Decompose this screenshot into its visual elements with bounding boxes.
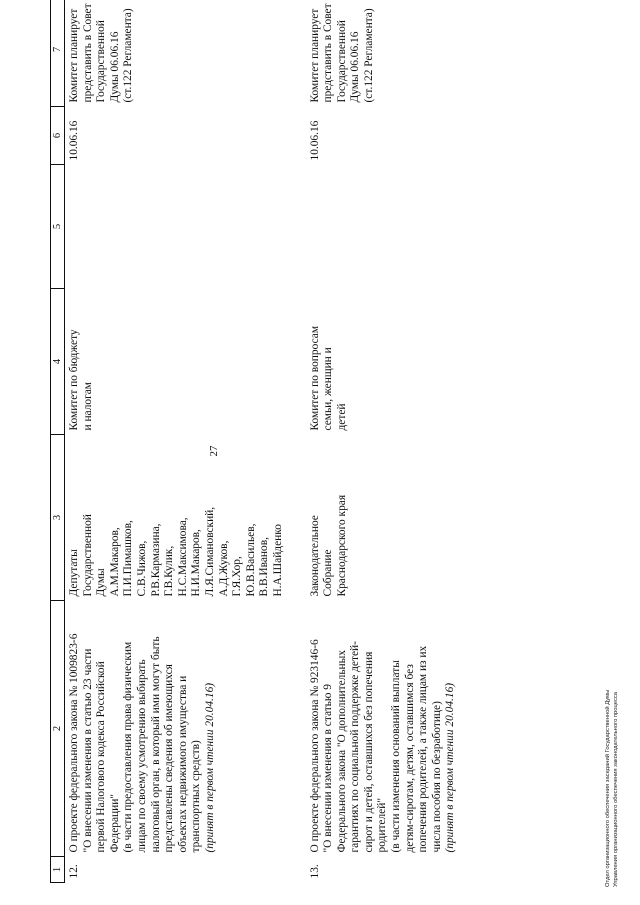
title-line: транспортных средств) bbox=[190, 740, 203, 853]
title-line: представлены сведения об имеющихся bbox=[163, 664, 176, 853]
footer-line: Управления организационного обеспечения законодательного процесса bbox=[613, 691, 619, 887]
author-line: Государственной bbox=[81, 514, 94, 597]
author-line: Краснодарского края bbox=[335, 494, 348, 597]
status-line: (ст.122 Регламента) bbox=[362, 8, 375, 103]
title-line: детям-сиротам, детям, оставшимся без bbox=[403, 664, 416, 853]
committee-line: семьи, женщин и bbox=[322, 347, 335, 431]
table-row bbox=[65, 0, 292, 883]
author-line: Законодательное bbox=[308, 515, 321, 597]
title-line: О проекте федерального закона № 1009823-6 bbox=[68, 633, 80, 853]
author-line: А.Д.Жуков, bbox=[217, 540, 230, 597]
title-line: (в части предоставления права физическим bbox=[122, 641, 135, 853]
column-header-row bbox=[51, 0, 65, 883]
bill-title bbox=[65, 601, 292, 857]
status-cell bbox=[65, 0, 292, 107]
author-line: В.В.Иванов, bbox=[258, 537, 271, 597]
author-line: Н.И.Макаров, bbox=[190, 529, 203, 597]
status-line: Комитет планирует bbox=[308, 8, 321, 103]
column-header: 1 bbox=[51, 857, 65, 883]
row-number: 13. bbox=[308, 864, 321, 879]
title-line: Федерального закона "О дополнительных bbox=[335, 650, 348, 853]
bill-title bbox=[306, 601, 465, 857]
column-header: 4 bbox=[51, 289, 65, 435]
status-line: представить в Совет bbox=[322, 3, 335, 103]
reading-note: (принят в первом чтении 20.04.16) bbox=[444, 682, 457, 853]
author-line: Депутаты bbox=[68, 549, 80, 597]
author-line: А.М.Макаров, bbox=[108, 527, 121, 597]
title-line: числа пособия по безработице) bbox=[430, 701, 443, 853]
status-line: (ст.122 Регламента) bbox=[122, 8, 135, 103]
column-header: 2 bbox=[51, 601, 65, 857]
legislation-table bbox=[50, 0, 464, 883]
bill-authors bbox=[65, 435, 292, 601]
column-5-cell bbox=[65, 165, 292, 289]
column-header: 7 bbox=[51, 0, 65, 107]
committee bbox=[65, 289, 292, 435]
title-line: Федерации" bbox=[108, 794, 121, 853]
committee-line: Комитет по вопросам bbox=[308, 325, 321, 431]
column-5-cell bbox=[306, 165, 465, 289]
column-header: 3 bbox=[51, 435, 65, 601]
column-header: 5 bbox=[51, 165, 65, 289]
status-line: Государственной bbox=[335, 20, 348, 103]
author-line: Г.В.Кулик, bbox=[163, 545, 176, 597]
author-line: С.В.Чижов, bbox=[135, 540, 148, 597]
author-line: Н.С.Максимова, bbox=[176, 517, 189, 597]
date-cell: 10.06.16 bbox=[68, 120, 80, 161]
column-header: 6 bbox=[51, 107, 65, 165]
status-line: Думы 06.06.16 bbox=[349, 31, 362, 103]
table-row bbox=[306, 0, 465, 883]
title-line: "О внесении изменения в статью 9 bbox=[322, 684, 335, 853]
title-line: (в части изменения оснований выплаты bbox=[390, 660, 403, 853]
committee-line: Комитет по бюджету bbox=[68, 329, 80, 431]
committee-line: и налогам bbox=[81, 381, 94, 431]
author-line: Г.Я.Хор, bbox=[231, 556, 244, 597]
title-line: О проекте федерального закона № 923146-6 bbox=[308, 639, 321, 853]
committee-line: детей bbox=[335, 403, 348, 431]
title-line: попечения родителей, а также лицам из их bbox=[417, 645, 430, 853]
author-line: П.И.Пимашков, bbox=[122, 520, 135, 597]
author-line: Л.Я.Симановский, bbox=[203, 506, 216, 597]
status-cell bbox=[306, 0, 465, 107]
title-line: налоговый орган, в который ими могут быть bbox=[149, 636, 162, 853]
title-line: "О внесении изменения в статью 23 части bbox=[81, 648, 94, 853]
title-line: объектах недвижимого имущества и bbox=[176, 675, 189, 853]
status-line: Думы 06.06.16 bbox=[108, 31, 121, 103]
reading-note: (принят в первом чтении 20.04.16) bbox=[203, 682, 216, 853]
status-line: Комитет планирует bbox=[68, 8, 80, 103]
footer-line: Отдел организационного обеспечения заседаний Государственной Думы bbox=[605, 689, 611, 887]
committee bbox=[306, 289, 465, 435]
title-line: сирот и детей, оставшихся без попечения bbox=[362, 651, 375, 853]
date-cell: 10.06.16 bbox=[308, 120, 321, 161]
title-line: первой Налогового кодекса Российской bbox=[95, 661, 108, 853]
status-line: представить в Совет bbox=[81, 3, 94, 103]
author-line: Думы bbox=[95, 568, 108, 597]
title-line: родителей" bbox=[376, 798, 389, 853]
author-line: Ю.В.Васильев, bbox=[244, 523, 257, 597]
author-line: Р.В.Кармазина, bbox=[149, 523, 162, 597]
row-number: 12. bbox=[68, 864, 80, 879]
author-line: Собрание bbox=[322, 549, 335, 597]
page-number: 27 bbox=[208, 445, 220, 457]
page-footer bbox=[604, 690, 620, 887]
status-line: Государственной bbox=[95, 20, 108, 103]
title-line: лицам по своему усмотрению выбирать bbox=[135, 659, 148, 853]
title-line: гарантиях по социальной поддержке детей- bbox=[349, 641, 362, 853]
bill-authors bbox=[306, 435, 465, 601]
row-spacer bbox=[292, 0, 306, 883]
author-line: Н.А.Шайденко bbox=[271, 524, 284, 597]
